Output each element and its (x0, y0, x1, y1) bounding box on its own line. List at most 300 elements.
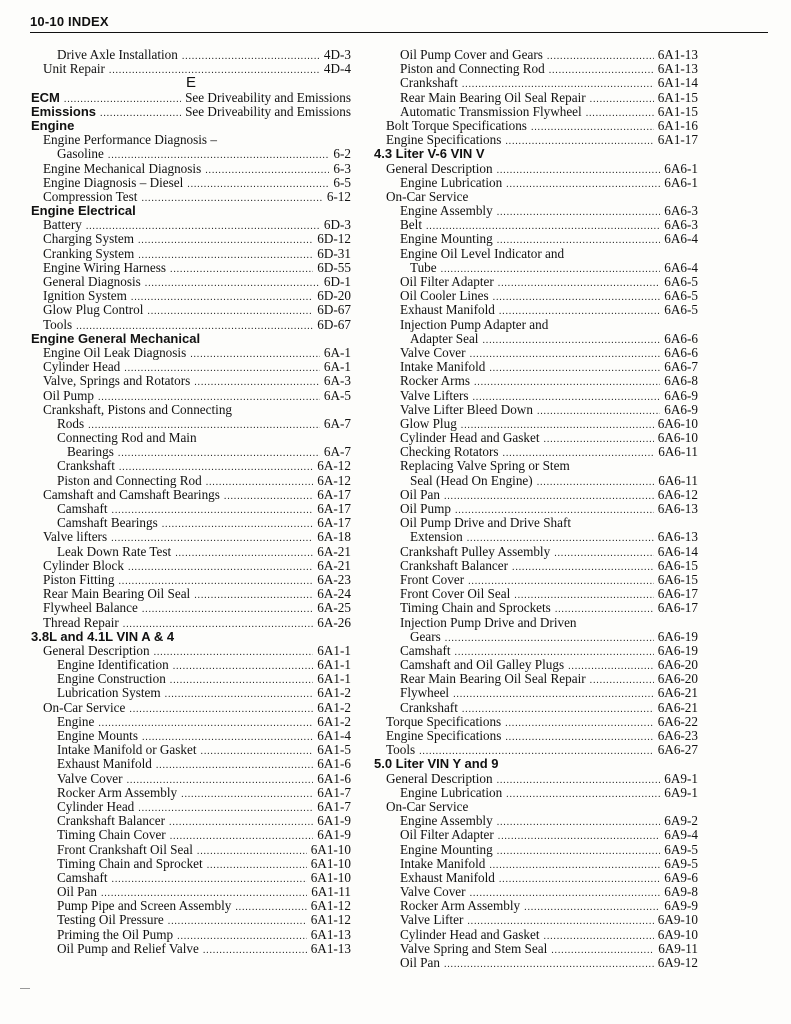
index-entry-page: 6A1-12 (310, 912, 351, 928)
dot-leader (489, 362, 660, 376)
dot-leader (531, 121, 654, 135)
dot-leader (453, 688, 654, 702)
index-entry (374, 942, 698, 956)
index-entry-text: Emissions (31, 103, 97, 119)
index-entry (374, 204, 698, 218)
index-entry-text: E (185, 74, 196, 92)
index-entry-page: 6A9-5 (664, 841, 698, 857)
dot-leader (131, 291, 313, 305)
index-entry (374, 715, 698, 729)
index-entry (31, 928, 351, 942)
index-entry-text: Cylinder Head and Gasket (400, 430, 540, 446)
index-entry (374, 91, 698, 105)
dot-leader (505, 135, 653, 149)
index-entry-text: Ignition System (43, 288, 127, 304)
dot-leader (169, 816, 313, 830)
index-entry-page: 6A6-12 (657, 486, 698, 502)
index-entry-text: Intake Manifold (400, 855, 486, 871)
index-entry-page: 6A-3 (323, 373, 351, 389)
index-entry-page: See Driveability and Emissions (185, 103, 351, 119)
index-entry-page: 6A1-1 (317, 642, 351, 658)
index-entry-text: Engine Assembly (400, 203, 493, 219)
index-entry-text: Crankshaft Pulley Assembly (400, 543, 551, 559)
index-entry (31, 885, 351, 899)
index-entry-text: Engine Lubrication (400, 174, 503, 190)
index-entry-page: 6-3 (333, 160, 351, 176)
index-entry-page: 6A6-11 (658, 444, 698, 460)
index-entry-page: 6A6-5 (664, 274, 698, 289)
index-entry-text: Engine (57, 713, 95, 729)
index-entry-page: 6A6-14 (657, 543, 698, 559)
index-entry-page: 6D-67 (317, 316, 351, 332)
index-entry (374, 289, 698, 303)
index-entry-page: 6D-1 (323, 274, 351, 289)
index-entry-text: Exhaust Manifold (57, 756, 152, 772)
index-entry-text: Valve Lifters (400, 387, 469, 403)
dot-leader (170, 263, 313, 277)
dot-leader (493, 291, 661, 305)
dot-leader (182, 50, 320, 64)
index-entry-text: Engine Performance Diagnosis – (43, 132, 217, 148)
index-entry-text: General Description (386, 770, 493, 786)
dot-leader (224, 490, 313, 504)
index-heading (31, 119, 351, 133)
index-heading (31, 332, 351, 346)
index-entry (374, 346, 698, 360)
index-entry-page: 6A6-15 (657, 557, 698, 573)
index-entry (374, 488, 698, 502)
dot-leader (506, 788, 660, 802)
index-entry-page: 6A6-19 (657, 642, 698, 658)
index-entry-text: Flywheel (400, 685, 450, 701)
dot-leader (497, 845, 661, 859)
index-entry-page: 6A6-17 (657, 600, 698, 616)
dot-leader (505, 717, 654, 731)
index-entry-text: Rocker Arm Assembly (57, 784, 178, 800)
index-entry-page: 6A-18 (317, 529, 351, 545)
dot-leader (205, 164, 329, 178)
index-entry (374, 601, 698, 615)
dot-leader (497, 206, 661, 220)
index-entry-text: On-Car Service (386, 798, 469, 814)
index-entry-page: 6A1-15 (657, 103, 698, 119)
index-entry (374, 729, 698, 743)
dot-leader (544, 930, 654, 944)
index-entry-page: 6A6-3 (664, 217, 698, 233)
dot-leader (197, 845, 307, 859)
dot-leader (554, 547, 654, 561)
index-entry-page: 6A1-7 (317, 784, 351, 800)
index-entry-text: Rocker Arm Assembly (400, 898, 521, 914)
index-entry (31, 913, 351, 927)
index-entry-page: 6A-23 (317, 571, 351, 587)
index-heading (31, 91, 351, 105)
index-entry-text: Oil Pump Drive and Drive Shaft (400, 515, 572, 531)
index-entry-text: Cylinder Head (57, 798, 135, 814)
index-entry-page: 6A-17 (317, 501, 351, 516)
dot-leader (128, 561, 313, 575)
index-entry-page: 6A1-10 (310, 841, 351, 857)
index-entry (374, 573, 698, 587)
index-column-left (31, 48, 351, 956)
index-entry (374, 516, 698, 530)
index-entry (374, 644, 698, 658)
index-entry-text: Front Cover Oil Seal (400, 586, 511, 602)
index-entry-page: 6A6-21 (657, 699, 698, 715)
index-entry (31, 530, 351, 544)
index-entry (374, 445, 698, 459)
index-entry-text: Front Crankshaft Oil Seal (57, 841, 193, 857)
index-entry (31, 857, 351, 871)
dot-leader (129, 703, 313, 717)
index-entry (31, 587, 351, 601)
index-entry-page: 6A1-10 (310, 855, 351, 871)
index-entry-text: Engine Oil Level Indicator and (400, 245, 565, 261)
dot-leader (590, 93, 654, 107)
index-entry-text: Valve Lifter Bleed Down (400, 401, 533, 417)
index-entry-page: 6A6-4 (664, 231, 698, 247)
index-entry-text: General Description (43, 642, 150, 658)
page-mark (20, 988, 30, 989)
dot-leader (497, 774, 661, 788)
index-entry-text: Belt (400, 217, 422, 233)
index-entry (31, 828, 351, 842)
index-entry-text: Rear Main Bearing Oil Seal (43, 586, 191, 602)
dot-leader (173, 660, 314, 674)
index-entry-page: 4D-3 (323, 47, 351, 62)
index-entry-text: Engine Assembly (400, 813, 493, 829)
index-entry (31, 232, 351, 246)
index-entry-text: Seal (Head On Engine) (410, 472, 533, 488)
index-entry (31, 176, 351, 190)
index-entry-text: Lubrication System (57, 685, 161, 701)
index-entry (374, 48, 698, 62)
index-entry-text: Battery (43, 217, 82, 233)
index-entry-text: 5.0 Liter VIN Y and 9 (374, 756, 499, 772)
index-entry (31, 942, 351, 956)
index-entry-page: 6A-12 (317, 472, 351, 488)
index-entry-page: 6A1-1 (317, 671, 351, 687)
index-entry-page: 6A6-9 (664, 401, 698, 417)
index-entry-text: Bolt Torque Specifications (386, 117, 527, 133)
index-entry (31, 715, 351, 729)
index-entry (31, 417, 351, 431)
index-entry-page: 6A1-6 (317, 770, 351, 786)
dot-leader (498, 277, 661, 291)
index-entry (31, 772, 351, 786)
index-entry-text: Oil Pump (400, 501, 451, 516)
index-column-right (374, 48, 698, 970)
index-entry-page: 6A1-6 (317, 756, 351, 772)
index-entry-page: 6A9-12 (657, 955, 698, 970)
index-entry-page: 6A1-16 (657, 117, 698, 133)
dot-leader (590, 674, 654, 688)
index-entry (31, 48, 351, 62)
index-entry (31, 843, 351, 857)
index-entry (31, 686, 351, 700)
index-entry-page: 6A6-22 (657, 713, 698, 729)
index-entry (374, 232, 698, 246)
index-entry (374, 459, 698, 473)
index-entry-page: 6A1-4 (317, 728, 351, 743)
index-heading (374, 147, 698, 161)
index-entry-page: 6A9-9 (664, 898, 698, 914)
index-entry-page: 6A6-11 (658, 472, 698, 488)
index-entry (374, 417, 698, 431)
index-entry-text: Adapter Seal (410, 330, 479, 346)
dot-leader (444, 958, 654, 972)
index-entry-page: 6A1-2 (317, 699, 351, 715)
index-entry (374, 502, 698, 516)
index-entry-text: Engine Mounts (57, 728, 138, 743)
index-entry (31, 247, 351, 261)
index-entry (31, 814, 351, 828)
index-entry (374, 672, 698, 686)
dot-leader (586, 107, 654, 121)
dot-leader (206, 476, 314, 490)
index-entry-text: Injection Pump Adapter and (400, 316, 549, 332)
index-entry-page: 6A-12 (317, 458, 351, 474)
index-entry (31, 403, 351, 417)
dot-leader (147, 305, 313, 319)
index-entry-text: Engine Lubrication (400, 784, 503, 800)
index-entry-text: Rear Main Bearing Oil Seal Repair (400, 671, 586, 687)
index-entry-text: Automatic Transmission Flywheel (400, 103, 582, 119)
index-entry (31, 488, 351, 502)
index-entry (31, 303, 351, 317)
index-entry-text: Cylinder Head and Gasket (400, 926, 540, 942)
index-entry (374, 658, 698, 672)
index-entry-page: 6A1-13 (657, 61, 698, 77)
index-entry (374, 332, 698, 346)
index-entry-text: Camshaft (57, 501, 108, 516)
index-entry-text: Torque Specifications (386, 713, 502, 729)
index-entry-text: Testing Oil Pressure (57, 912, 164, 928)
index-entry (31, 757, 351, 771)
index-heading (31, 204, 351, 218)
index-entry-page: 6A6-5 (664, 302, 698, 318)
dot-leader (207, 859, 307, 873)
index-entry-text: Rocker Arms (400, 373, 470, 389)
index-entry-text: Drive Axle Installation (57, 47, 178, 62)
index-entry-text: Replacing Valve Spring or Stem (400, 458, 570, 474)
index-entry-page: 6A6-13 (657, 501, 698, 516)
index-entry-page: 6D-3 (323, 217, 351, 233)
index-entry-text: Glow Plug (400, 415, 457, 431)
index-entry-text: Glow Plug Control (43, 302, 144, 318)
index-entry-text: Compression Test (43, 188, 138, 204)
index-entry-page: 6A9-11 (658, 940, 698, 956)
dot-leader (235, 901, 306, 915)
index-entry-page: 6A6-15 (657, 571, 698, 587)
index-entry (374, 559, 698, 573)
index-entry (31, 374, 351, 388)
index-entry (374, 176, 698, 190)
index-entry (374, 389, 698, 403)
index-entry-text: Crankshaft (400, 699, 458, 715)
index-entry-page: 6A6-23 (657, 728, 698, 743)
index-entry-page: 6A-26 (317, 614, 351, 630)
index-entry-page: 6A6-17 (657, 586, 698, 602)
index-entry-text: General Diagnosis (43, 274, 141, 289)
index-entry-text: Piston Fitting (43, 571, 115, 587)
index-entry (31, 346, 351, 360)
index-entry (31, 275, 351, 289)
index-entry-text: General Description (386, 160, 493, 176)
index-entry-text: Camshaft (400, 642, 451, 658)
dot-leader (506, 178, 660, 192)
index-entry (31, 133, 351, 147)
index-entry (374, 247, 698, 261)
index-entry-page: 6A1-13 (310, 940, 351, 956)
index-entry-text: Oil Cooler Lines (400, 288, 489, 304)
index-entry-text: Tube (410, 259, 437, 275)
index-entry (31, 672, 351, 686)
index-entry (374, 261, 698, 275)
index-entry-page: 6A1-2 (317, 685, 351, 701)
index-entry-page: 6A6-19 (657, 628, 698, 644)
index-entry (31, 800, 351, 814)
dot-leader (489, 859, 660, 873)
index-entry-text: Exhaust Manifold (400, 302, 495, 318)
index-entry-text: Valve Cover (57, 770, 123, 786)
index-entry (374, 62, 698, 76)
index-entry-page: 6A-17 (317, 515, 351, 531)
index-entry-page: 6A6-20 (657, 657, 698, 673)
dot-leader (187, 178, 329, 192)
index-entry-text: Cylinder Block (43, 557, 124, 573)
index-entry-text: Oil Pump (43, 387, 94, 403)
index-entry-text: Oil Pan (400, 486, 440, 502)
index-entry (31, 431, 351, 445)
index-entry-page: 6A9-2 (664, 813, 698, 829)
index-entry-text: Oil Filter Adapter (400, 827, 494, 843)
index-entry-page: 6A1-7 (317, 798, 351, 814)
index-entry (31, 516, 351, 530)
index-entry-page: 6A6-10 (657, 430, 698, 446)
index-entry-page: 6D-67 (317, 302, 351, 318)
index-entry (31, 601, 351, 615)
index-entry-text: Crankshaft, Pistons and Connecting (43, 401, 233, 417)
index-entry-page: 6A6-20 (657, 671, 698, 687)
index-entry (31, 701, 351, 715)
index-entry (31, 616, 351, 630)
index-entry-text: Priming the Oil Pump (57, 926, 174, 942)
index-entry-text: Valve Lifter (400, 912, 464, 928)
index-entry-page: 6A-24 (317, 586, 351, 602)
index-entry-text: Checking Rotators (400, 444, 499, 460)
index-entry-text: Intake Manifold (400, 359, 486, 375)
dot-leader (100, 107, 181, 121)
index-entry-page: 6A1-15 (657, 89, 698, 105)
dot-leader (470, 348, 661, 362)
index-entry-page: 6A6-13 (657, 529, 698, 545)
dot-leader (512, 561, 654, 575)
index-entry (374, 587, 698, 601)
dot-leader (142, 603, 313, 617)
index-entry-text: Engine Mechanical Diagnosis (43, 160, 202, 176)
index-entry-page: 6A6-1 (664, 174, 698, 190)
index-entry (31, 729, 351, 743)
dot-leader (168, 915, 307, 929)
dot-leader (537, 405, 660, 419)
dot-leader (497, 816, 661, 830)
index-entry-text: Valve, Springs and Rotators (43, 373, 191, 389)
index-entry (374, 701, 698, 715)
index-entry-page: 6A1-12 (310, 898, 351, 914)
index-entry-text: Thread Repair (43, 614, 119, 630)
index-entry (374, 303, 698, 317)
index-entry-text: Engine Identification (57, 657, 169, 673)
index-entry-page: 6A-5 (323, 387, 351, 403)
dot-leader (498, 830, 661, 844)
index-entry-page: 6A6-1 (664, 160, 698, 176)
dot-leader (145, 277, 320, 291)
index-entry (31, 289, 351, 303)
index-entry-text: Extension (410, 529, 463, 545)
index-entry (374, 800, 698, 814)
index-entry-text: Engine Mounting (400, 231, 493, 247)
dot-leader (112, 873, 307, 887)
index-entry (374, 772, 698, 786)
dot-leader (138, 234, 313, 248)
index-entry-page: 6A-17 (317, 486, 351, 502)
index-entry (374, 913, 698, 927)
dot-leader (162, 518, 314, 532)
dot-leader (154, 646, 314, 660)
index-entry (374, 814, 698, 828)
index-entry-text: Camshaft and Oil Galley Plugs (400, 657, 565, 673)
index-entry-text: Injection Pump Drive and Driven (400, 614, 577, 630)
index-entry (374, 885, 698, 899)
index-entry-text: Camshaft Bearings (57, 515, 158, 531)
index-entry-page: 6A6-27 (657, 742, 698, 758)
index-entry-page: 6A6-21 (657, 685, 698, 701)
index-entry (374, 374, 698, 388)
index-entry-page: 6A-21 (317, 557, 351, 573)
index-entry-page: 6A6-8 (664, 373, 698, 389)
dot-leader (444, 490, 654, 504)
header-rule (30, 32, 768, 33)
dot-leader (497, 164, 661, 178)
index-entry-text: Engine Diagnosis – Diesel (43, 174, 184, 190)
index-entry-text: Oil Pan (57, 884, 97, 900)
index-entry-page: 6A9-10 (657, 926, 698, 942)
index-entry-page: 6A6-10 (657, 415, 698, 431)
index-entry-text: Cylinder Head (43, 359, 121, 375)
index-entry-page: 6-5 (333, 174, 351, 190)
index-entry-text: Valve Cover (400, 344, 466, 360)
index-entry (374, 105, 698, 119)
index-entry-text: Engine Electrical (31, 203, 136, 219)
index-entry-text: Connecting Rod and Main (57, 430, 197, 446)
dot-leader (551, 944, 654, 958)
index-entry-page: 6A9-1 (664, 784, 698, 800)
index-entry-page: 6A6-6 (664, 330, 698, 346)
dot-leader (181, 788, 313, 802)
dot-leader (194, 589, 313, 603)
index-entry-page: 6D-12 (317, 231, 351, 247)
index-entry (374, 76, 698, 90)
index-entry-page: 6A6-6 (664, 344, 698, 360)
index-entry-text: ECM (31, 89, 60, 105)
index-entry-page: 6A-1 (323, 359, 351, 375)
index-section-letter (31, 76, 351, 90)
index-entry (374, 828, 698, 842)
index-entry (31, 445, 351, 459)
index-entry-text: Engine Oil Leak Diagnosis (43, 344, 187, 360)
index-entry-text: Camshaft and Camshaft Bearings (43, 486, 220, 502)
